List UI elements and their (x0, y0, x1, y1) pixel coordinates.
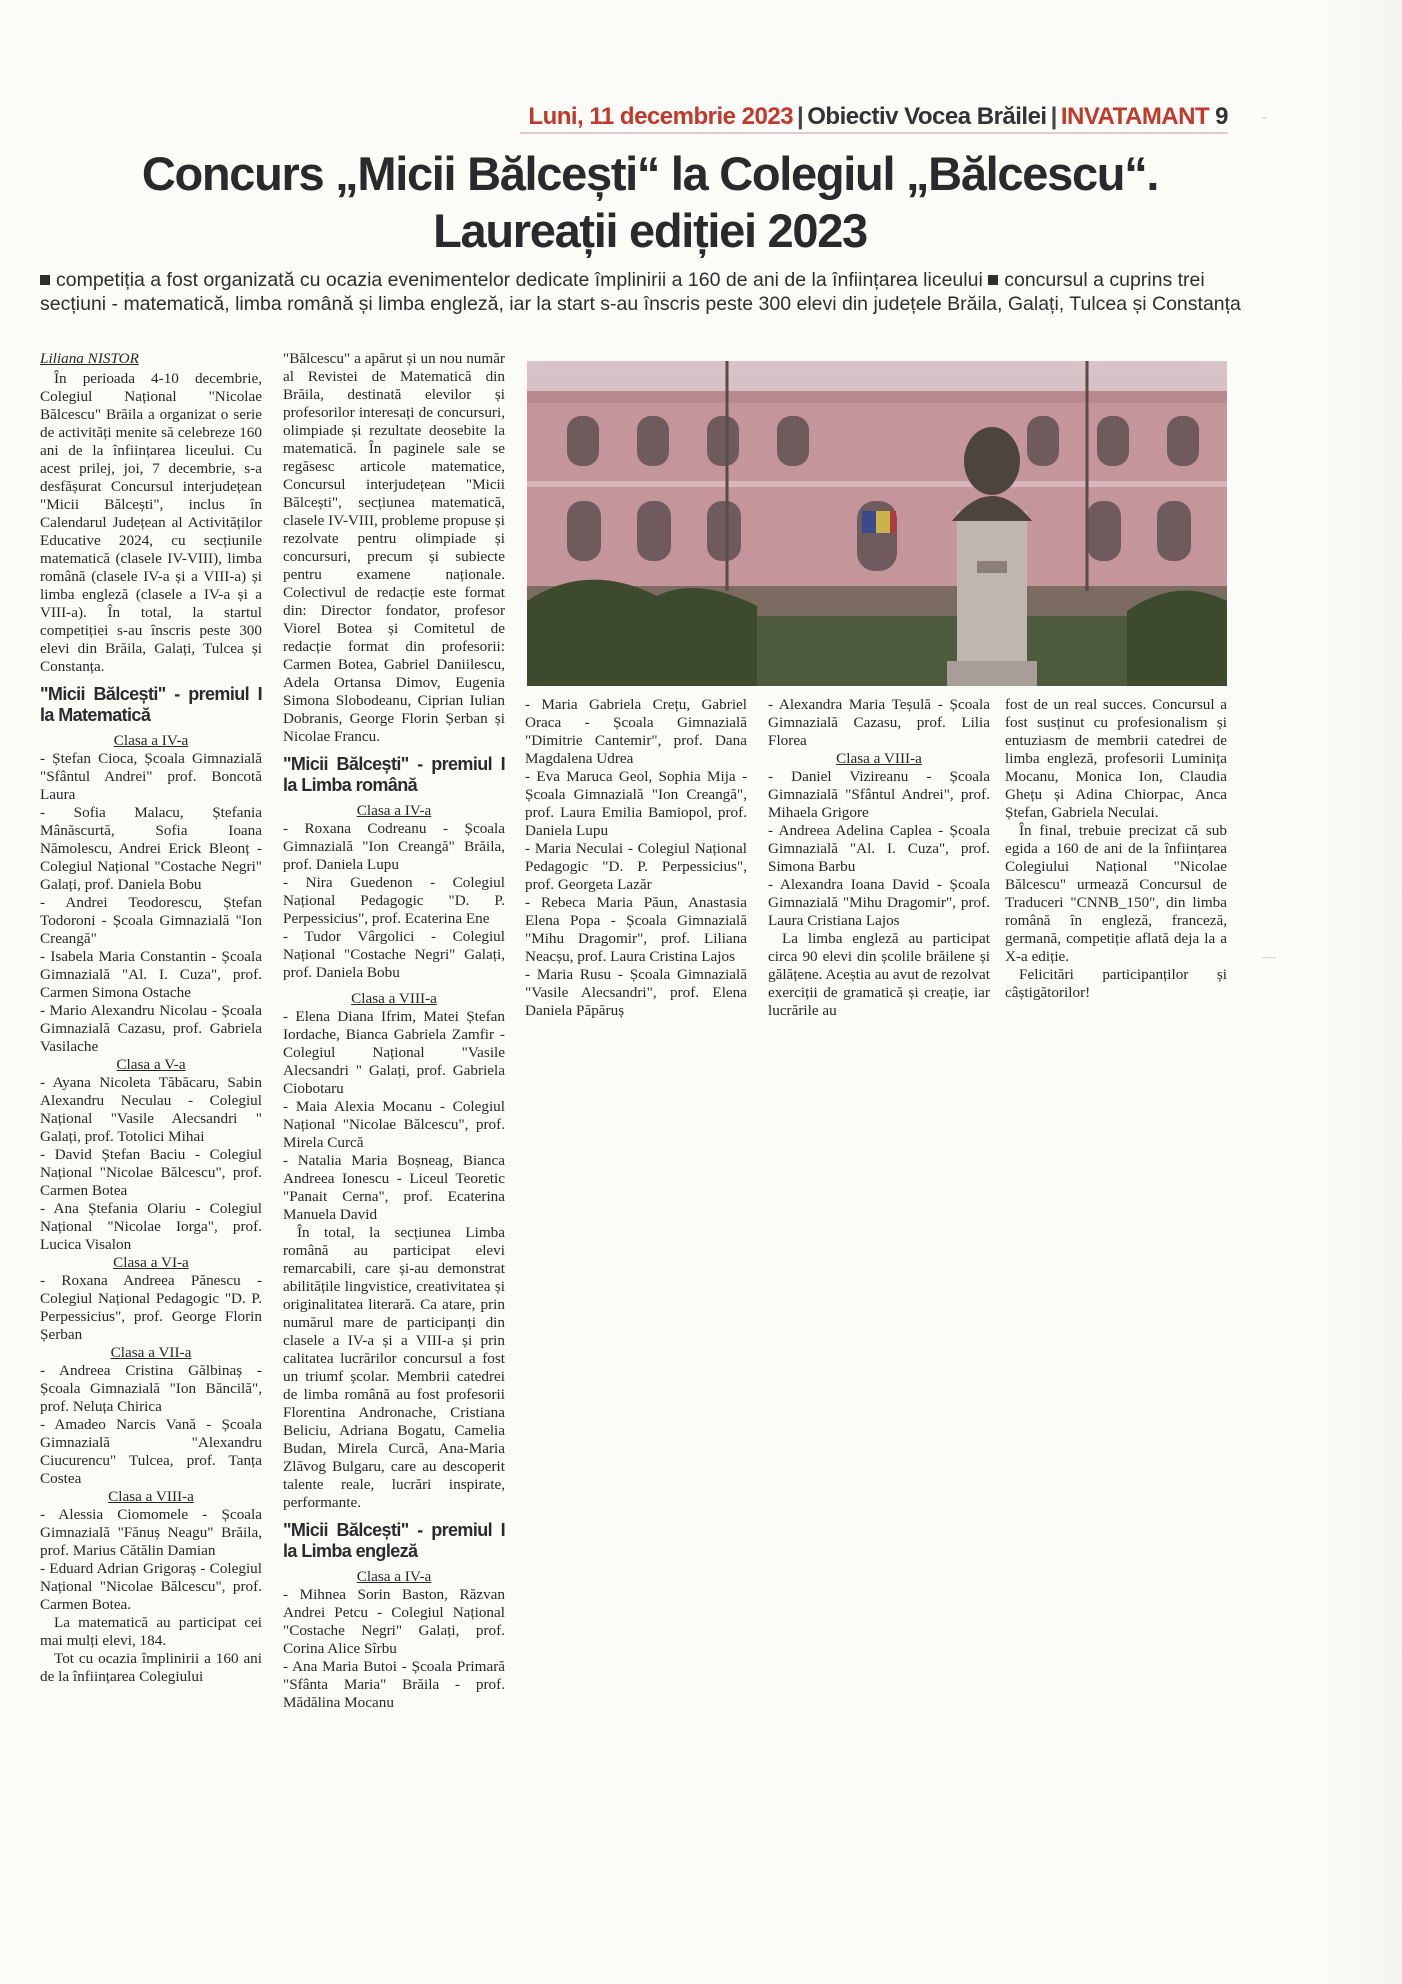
magazine-paragraph: "Bălcescu" a apărut și un nou număr al Revistei de Matematică din Brăila, destinată elevilor și profesorilor interesați de concursuri, olimpiade și rezultate deosebite la matematică. În paginele sale se regăsesc articole matematice, Concursul interjudețean "Micii Bălcești", secțiunea matematică, clasele IV-VIII, probleme propuse și rezolvate pentru olimpiade și concursuri, precum și subiecte pentru examene naționale. Colectivul de redacție este format din: Director fondator, profesor Viorel Botea și Comitetul de redacție format din profesorii: Carmen Botea, Gabriel Daniilescu, Adela Ortansa Dimov, Eugenia Simona Slobodeanu, Ciprian Iulian Dobranis, George Florin Șerban și Nicolae Francu. (283, 350, 505, 745)
margin-mark: — (1262, 950, 1276, 965)
list-item: - Sofia Malacu, Ștefania Mânăscurtă, Sofia Ioana Nămolescu, Andrei Erick Bleonț - Colegiul Național "Costache Negri" Galați, prof. Daniela Bobu (40, 804, 262, 893)
list-item: - Andrei Teodorescu, Ștefan Todoroni - Școala Gimnazială "Ion Creangă" (40, 894, 262, 947)
list-item: - Elena Diana Ifrim, Matei Ștefan Iordache, Bianca Gabriela Zamfir - Colegiul Național "Vasile Alecsandri " Galați, prof. Gabriela Ciobotaru (283, 1008, 505, 1097)
article-title (40, 145, 1260, 259)
list-item: - Ana Maria Butoi - Școala Primară "Sfânta Maria" Brăila - prof. Mădălina Mocanu (283, 1658, 505, 1711)
subheading-math: "Micii Bălcești" - premiul I la Matematică (40, 684, 262, 725)
list-item: - Alexandra Ioana David - Școala Gimnazială "Mihu Dragomir", prof. Laura Cristiana Lajos (768, 876, 990, 929)
list-item: - Nira Guedenon - Colegiul Național Pedagogic "D. P. Perpessicius", prof. Ecaterina Ene (283, 874, 505, 927)
list-item: - Mario Alexandru Nicolau - Școala Gimnazială Cazasu, prof. Gabriela Vasilache (40, 1002, 262, 1055)
list-item: - Ana Ștefania Olariu - Colegiul Național "Nicolae Iorga", prof. Lucica Visalon (40, 1200, 262, 1253)
final-paragraph: În final, trebuie precizat că sub egida a 160 de ani de la înființarea Colegiului Național "Nicolae Bălcescu" urmează Concursul de Traduceri "CNNB_150", din limba română în engleză, franceză, germană, competiție aflată deja la a X-a ediție. (1005, 822, 1227, 965)
list-item: - Amadeo Narcis Vană - Școala Gimnazială "Alexandru Ciucurencu" Tulcea, prof. Tanța Costea (40, 1416, 262, 1487)
list-item: - Eduard Adrian Grigoraș - Colegiul Național "Nicolae Bălcescu", prof. Carmen Botea. (40, 1560, 262, 1613)
bullet-square-icon (988, 275, 998, 285)
article-photo (527, 361, 1227, 686)
list-item: - Isabela Maria Constantin - Școala Gimnazială "Al. I. Cuza", prof. Carmen Simona Ostache (40, 948, 262, 1001)
class-heading: Clasa a VI-a (113, 1254, 189, 1271)
math-paragraph: La matematică au participat cei mai mulți elevi, 184. (40, 1614, 262, 1649)
byline: Liliana NISTOR (40, 350, 139, 367)
list-item: - Natalia Maria Boșneag, Bianca Andreea Ionescu - Liceul Teoretic "Panait Cerna", prof. Ecaterina Manuela David (283, 1152, 505, 1223)
list-item: - Roxana Andreea Pănescu - Colegiul Național Pedagogic "D. P. Perpessicius", prof. George Florin Șerban (40, 1272, 262, 1343)
list-item: - Mihnea Sorin Baston, Răzvan Andrei Petcu - Colegiul Național "Costache Negri" Galați, prof. Corina Alice Sîrbu (283, 1586, 505, 1657)
class-heading: Clasa a VII-a (110, 1344, 192, 1361)
list-item: - Rebeca Maria Păun, Anastasia Elena Popa - Școala Gimnazială "Mihu Dragomir", prof. Liliana Neacșu, prof. Laura Cristina Lajos (525, 894, 747, 965)
list-item: - Daniel Vizireanu - Școala Gimnazială "Sfântul Andrei", prof. Mihaela Grigore (768, 768, 990, 821)
bullet-square-icon (40, 275, 50, 285)
class-heading: Clasa a VIII-a (351, 990, 437, 1007)
romanian-paragraph: În total, la secțiunea Limba română au participat elevi remarcabili, care și-au demonstrat abilitățile lingvistice, creativitatea și originalitatea literară. Ca atare, prin numărul mare de participanți din clasele a IV-a și a VIII-a și prin calitatea lucrărilor concursul a fost un triumf școlar. Membrii catedrei de limba română au fost profesorii Florentina Andronache, Cristiana Beliciu, Adriana Bogatu, Camelia Budan, Mirela Curcă, Ana-Maria Zlăvog Bulgaru, care au descoperit talente reale, lucrări inspirate, performante. (283, 1224, 505, 1511)
class-heading: Clasa a IV-a (356, 1568, 432, 1585)
english-paragraph: La limba engleză au participat circa 90 elevi din școlile brăilene și gălățene. Aceștia au avut de rezolvat exerciții de gramatică și creație, iar lucrările au (768, 930, 990, 1019)
column-5 (1005, 696, 1227, 1002)
list-item: - Maria Gabriela Crețu, Gabriel Oraca - Școala Gimnazială "Dimitrie Cantemir", prof. Dana Magdalena Udrea (525, 696, 747, 767)
column-3 (525, 696, 747, 1020)
title-line-1: Concurs „Micii Bălcești“ la Colegiul „Bălcescu“. (141, 147, 1159, 200)
header-rule (520, 132, 1228, 134)
scan-shadow (1322, 0, 1402, 1984)
subheading-english: "Micii Bălcești" - premiul I la Limba engleză (283, 1520, 505, 1561)
margin-mark: - (1262, 110, 1267, 125)
class-heading: Clasa a IV-a (356, 802, 432, 819)
list-item: - Alessia Ciomomele - Școala Gimnazială "Fănuș Neagu" Brăila, prof. Marius Cătălin Damian (40, 1506, 262, 1559)
list-item: - Ayana Nicoleta Tăbăcaru, Sabin Alexandru Neculau - Colegiul Național "Vasile Alecsandri " Galați, prof. Totolici Mihai (40, 1074, 262, 1145)
class-heading: Clasa a V-a (116, 1056, 186, 1073)
photo-building-bust (527, 361, 1227, 686)
class-heading: Clasa a IV-a (113, 732, 189, 749)
list-item: - Eva Maruca Geol, Sophia Mija - Școala Gimnazială "Ion Creangă", prof. Laura Emilia Bamiopol, prof. Daniela Lupu (525, 768, 747, 839)
header-page-number: 9 (1215, 103, 1228, 130)
subheading-romanian: "Micii Bălcești" - premiul I la Limba română (283, 754, 505, 795)
lead-bullet-2: concursul a cuprins trei secțiuni - matematică, limba română și limba engleză, iar la start s-au înscris peste 300 elevi din județele Brăila, Galați, Tulcea și Constanța (40, 269, 1241, 315)
congratulations-paragraph: Felicitări participanților și câștigătorilor! (1005, 966, 1227, 1001)
header-date: Luni, 11 decembrie 2023 (528, 103, 794, 130)
title-line-2: Laureații ediției 2023 (433, 204, 867, 257)
column-2 (283, 350, 505, 1712)
lead-bullet-1: competiția a fost organizată cu ocazia evenimentelor dedicate împlinirii a 160 de ani de la înființarea liceului (56, 269, 983, 291)
column-4 (768, 696, 990, 1020)
list-item: - Maria Neculai - Colegiul Național Pedagogic "D. P. Perpessicius", prof. Georgeta Lazăr (525, 840, 747, 893)
anniversary-paragraph: Tot cu ocazia împlinirii a 160 ani de la înființarea Colegiului (40, 1650, 262, 1685)
list-item: - Roxana Codreanu - Școala Gimnazială "Ion Creangă" Brăila, prof. Daniela Lupu (283, 820, 505, 873)
class-heading: Clasa a VIII-a (108, 1488, 194, 1505)
english-paragraph-continued: fost de un real succes. Concursul a fost susținut cu profesionalism și entuziasm de membrii catedrei de limba engleză, profesorii Luminița Mocanu, Monica Ion, Claudia Ghețu și Adina Chiorpac, Anca Ștefan, Gabriela Neculai. (1005, 696, 1227, 821)
class-heading: Clasa a VIII-a (836, 750, 922, 767)
list-item: - Alexandra Maria Teșulă - Școala Gimnazială Cazasu, prof. Lilia Florea (768, 696, 990, 749)
header-section: INVATAMANT (1060, 103, 1210, 130)
column-1 (40, 350, 262, 1686)
list-item: - Maia Alexia Mocanu - Colegiul Național "Nicolae Bălcescu", prof. Mirela Curcă (283, 1098, 505, 1151)
header-publication: Obiectiv Vocea Brăilei (807, 103, 1047, 130)
list-item: - Andreea Cristina Gălbinaș - Școala Gimnazială "Ion Băncilă", prof. Neluța Chirica (40, 1362, 262, 1415)
list-item: - Ștefan Cioca, Școala Gimnazială "Sfântul Andrei" prof. Boncotă Laura (40, 750, 262, 803)
list-item: - David Ștefan Baciu - Colegiul Național "Nicolae Bălcescu", prof. Carmen Botea (40, 1146, 262, 1199)
intro-paragraph: În perioada 4-10 decembrie, Colegiul Național "Nicolae Bălcescu" Brăila a organizat o serie de activități menite să celebreze 160 ani de la înființarea liceului. Cu acest prilej, joi, 7 decembrie, s-a desfășurat Concursul interjudețean "Micii Bălcești", inclus în Calendarul Județean al Activităților Educative 2024, cu secțiunile matematică (clasele IV-VIII), limba română (clasele IV-a și a VIII-a) și limba engleză (clasele a IV-a și a VIII-a). În total, la startul competiției s-au înscris peste 300 elevi din Brăila, Galați, Tulcea și Constanța. (40, 370, 262, 675)
list-item: - Tudor Vârgolici - Colegiul Național "Costache Negri" Galați, prof. Daniela Bobu (283, 928, 505, 981)
article-lead (40, 268, 1260, 316)
list-item: - Andreea Adelina Caplea - Școala Gimnazială "Al. I. Cuza", prof. Simona Barbu (768, 822, 990, 875)
page-header: Luni, 11 decembrie 2023 | Obiectiv Vocea Brăilei | INVATAMANT 9 (528, 103, 1228, 130)
list-item: - Maria Rusu - Școala Gimnazială "Vasile Alecsandri", prof. Elena Daniela Păpăruș (525, 966, 747, 1019)
